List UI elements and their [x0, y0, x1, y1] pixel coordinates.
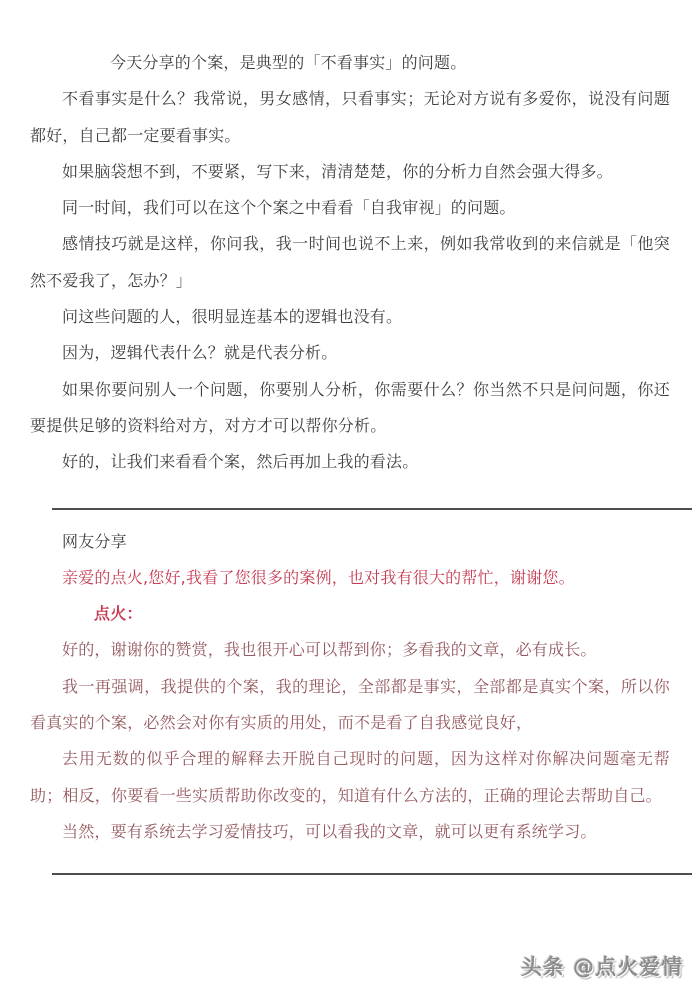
intro-paragraph: 如果脑袋想不到，不要紧，写下来，清清楚楚，你的分析力自然会强大得多。 — [62, 161, 613, 181]
author-name: 点火： — [94, 604, 143, 624]
intro-paragraph: 感情技巧就是这样，你问我，我一时间也说不上来，例如我常收到的来信就是「他突然不爱我了，怎办？」 — [30, 234, 670, 290]
author-reply-paragraph: 去用无数的似乎合理的解释去开脱自己现时的问题，因为这样对你解决问题毫无帮助；相反，你要看一些实质帮助你改变的，知道有什么方法的，正确的理论去帮助自己。 — [30, 749, 670, 805]
author-reply-paragraph: 我一再强调，我提供的个案，我的理论，全部都是事实，全部都是真实个案，所以你看真实的个案，必然会对你有实质的用处，而不是看了自我感觉良好， — [30, 676, 670, 733]
intro-paragraph: 问这些问题的人，很明显连基本的逻辑也没有。 — [62, 307, 403, 327]
article-opening-line: 今天分享的个案，是典型的「不看事实」的问题。 — [110, 53, 467, 72]
author-reply-paragraph: 好的，谢谢你的赞赏，我也很开心可以帮到你；多看我的文章，必有成长。 — [62, 640, 597, 660]
intro-paragraph: 如果你要问别人一个问题，你要别人分析，你需要什么？你当然不只是问问题，你还要提供足够的资料给对方，对方才可以帮你分析。 — [30, 379, 670, 435]
intro-paragraph: 好的，让我们来看看个案，然后再加上我的看法。 — [62, 452, 419, 472]
section-divider-bottom — [52, 873, 692, 875]
author-reply-paragraph: 当然，要有系统去学习爱情技巧，可以看我的文章，就可以更有系统学习。 — [62, 821, 597, 841]
reader-message: 亲爱的点火,您好,我看了您很多的案例，也对我有很大的帮忙，谢谢您。 — [62, 567, 575, 587]
share-heading: 网友分享 — [62, 531, 127, 551]
intro-paragraph: 因为，逻辑代表什么？就是代表分析。 — [62, 343, 338, 363]
intro-paragraph: 同一时间，我们可以在这个个案之中看看「自我审视」的问题。 — [62, 198, 516, 218]
section-divider-top — [52, 508, 692, 510]
intro-paragraph: 不看事实是什么？我常说，男女感情，只看事实；无论对方说有多爱你，说没有问题都好，自己都一定要看事实。 — [30, 89, 670, 145]
toutiao-watermark: 头条 @点火爱情 — [520, 955, 683, 979]
